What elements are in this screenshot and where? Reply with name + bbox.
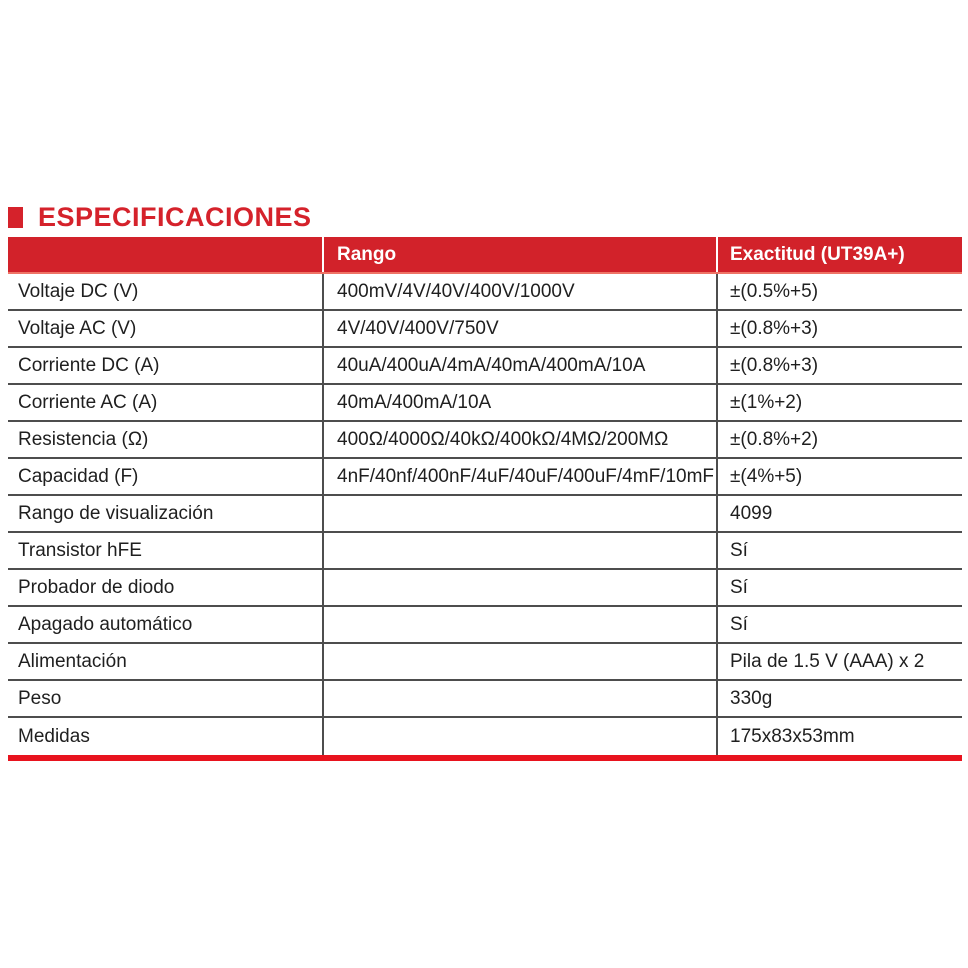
table-row — [8, 570, 962, 607]
cell-accuracy: Sí — [716, 607, 962, 642]
cell-range — [322, 496, 716, 531]
cell-label: Alimentación — [18, 650, 127, 672]
table-row — [8, 496, 962, 533]
section-heading — [8, 202, 312, 233]
specifications-table — [8, 237, 962, 761]
cell-accuracy: ±(0.5%+5) — [716, 274, 962, 309]
page-title: ESPECIFICACIONES — [38, 202, 312, 232]
cell-range — [322, 570, 716, 605]
table-row — [8, 718, 962, 755]
cell-label: Corriente AC (A) — [18, 391, 158, 413]
cell-label: Corriente DC (A) — [18, 354, 160, 376]
cell-label: Capacidad (F) — [18, 465, 139, 487]
table-row — [8, 459, 962, 496]
header-cell-accuracy: Exactitud (UT39A+) — [716, 237, 962, 272]
cell-label: Transistor hFE — [18, 539, 142, 561]
cell-label: Probador de diodo — [18, 576, 175, 598]
cell-accuracy: 175x83x53mm — [716, 718, 962, 755]
cell-range: 40uA/400uA/4mA/40mA/400mA/10A — [322, 348, 716, 383]
cell-accuracy: ±(0.8%+3) — [716, 311, 962, 346]
cell-accuracy: ±(1%+2) — [716, 385, 962, 420]
cell-accuracy: ±(0.8%+3) — [716, 348, 962, 383]
cell-range: 4nF/40nf/400nF/4uF/40uF/400uF/4mF/10mF — [322, 459, 716, 494]
cell-accuracy: 4099 — [716, 496, 962, 531]
table-row — [8, 422, 962, 459]
cell-accuracy: Pila de 1.5 V (AAA) x 2 — [716, 644, 962, 679]
red-square-bullet-icon — [8, 207, 23, 228]
cell-range — [322, 644, 716, 679]
cell-label: Voltaje AC (V) — [18, 317, 137, 339]
cell-range — [322, 718, 716, 755]
table-body — [8, 274, 962, 755]
table-row — [8, 607, 962, 644]
table-row — [8, 644, 962, 681]
cell-label: Voltaje DC (V) — [18, 280, 139, 302]
cell-label: Medidas — [18, 725, 90, 747]
table-row — [8, 385, 962, 422]
table-row — [8, 348, 962, 385]
cell-range — [322, 607, 716, 642]
cell-accuracy: ±(0.8%+2) — [716, 422, 962, 457]
cell-label: Apagado automático — [18, 613, 193, 635]
table-header-row — [8, 237, 962, 274]
header-cell-range: Rango — [322, 237, 716, 272]
cell-range: 400mV/4V/40V/400V/1000V — [322, 274, 716, 309]
cell-accuracy: Sí — [716, 570, 962, 605]
cell-label: Resistencia (Ω) — [18, 428, 149, 450]
cell-range: 40mA/400mA/10A — [322, 385, 716, 420]
header-cell-product — [8, 237, 322, 272]
cell-accuracy: 330g — [716, 681, 962, 716]
cell-label: Peso — [18, 687, 62, 709]
table-row — [8, 533, 962, 570]
cell-range — [322, 533, 716, 568]
table-row — [8, 311, 962, 348]
cell-range — [322, 681, 716, 716]
table-bottom-bar — [8, 755, 962, 761]
cell-range: 4V/40V/400V/750V — [322, 311, 716, 346]
cell-accuracy: ±(4%+5) — [716, 459, 962, 494]
table-row — [8, 274, 962, 311]
cell-range: 400Ω/4000Ω/40kΩ/400kΩ/4MΩ/200MΩ — [322, 422, 716, 457]
cell-accuracy: Sí — [716, 533, 962, 568]
cell-label: Rango de visualización — [18, 502, 214, 524]
table-row — [8, 681, 962, 718]
